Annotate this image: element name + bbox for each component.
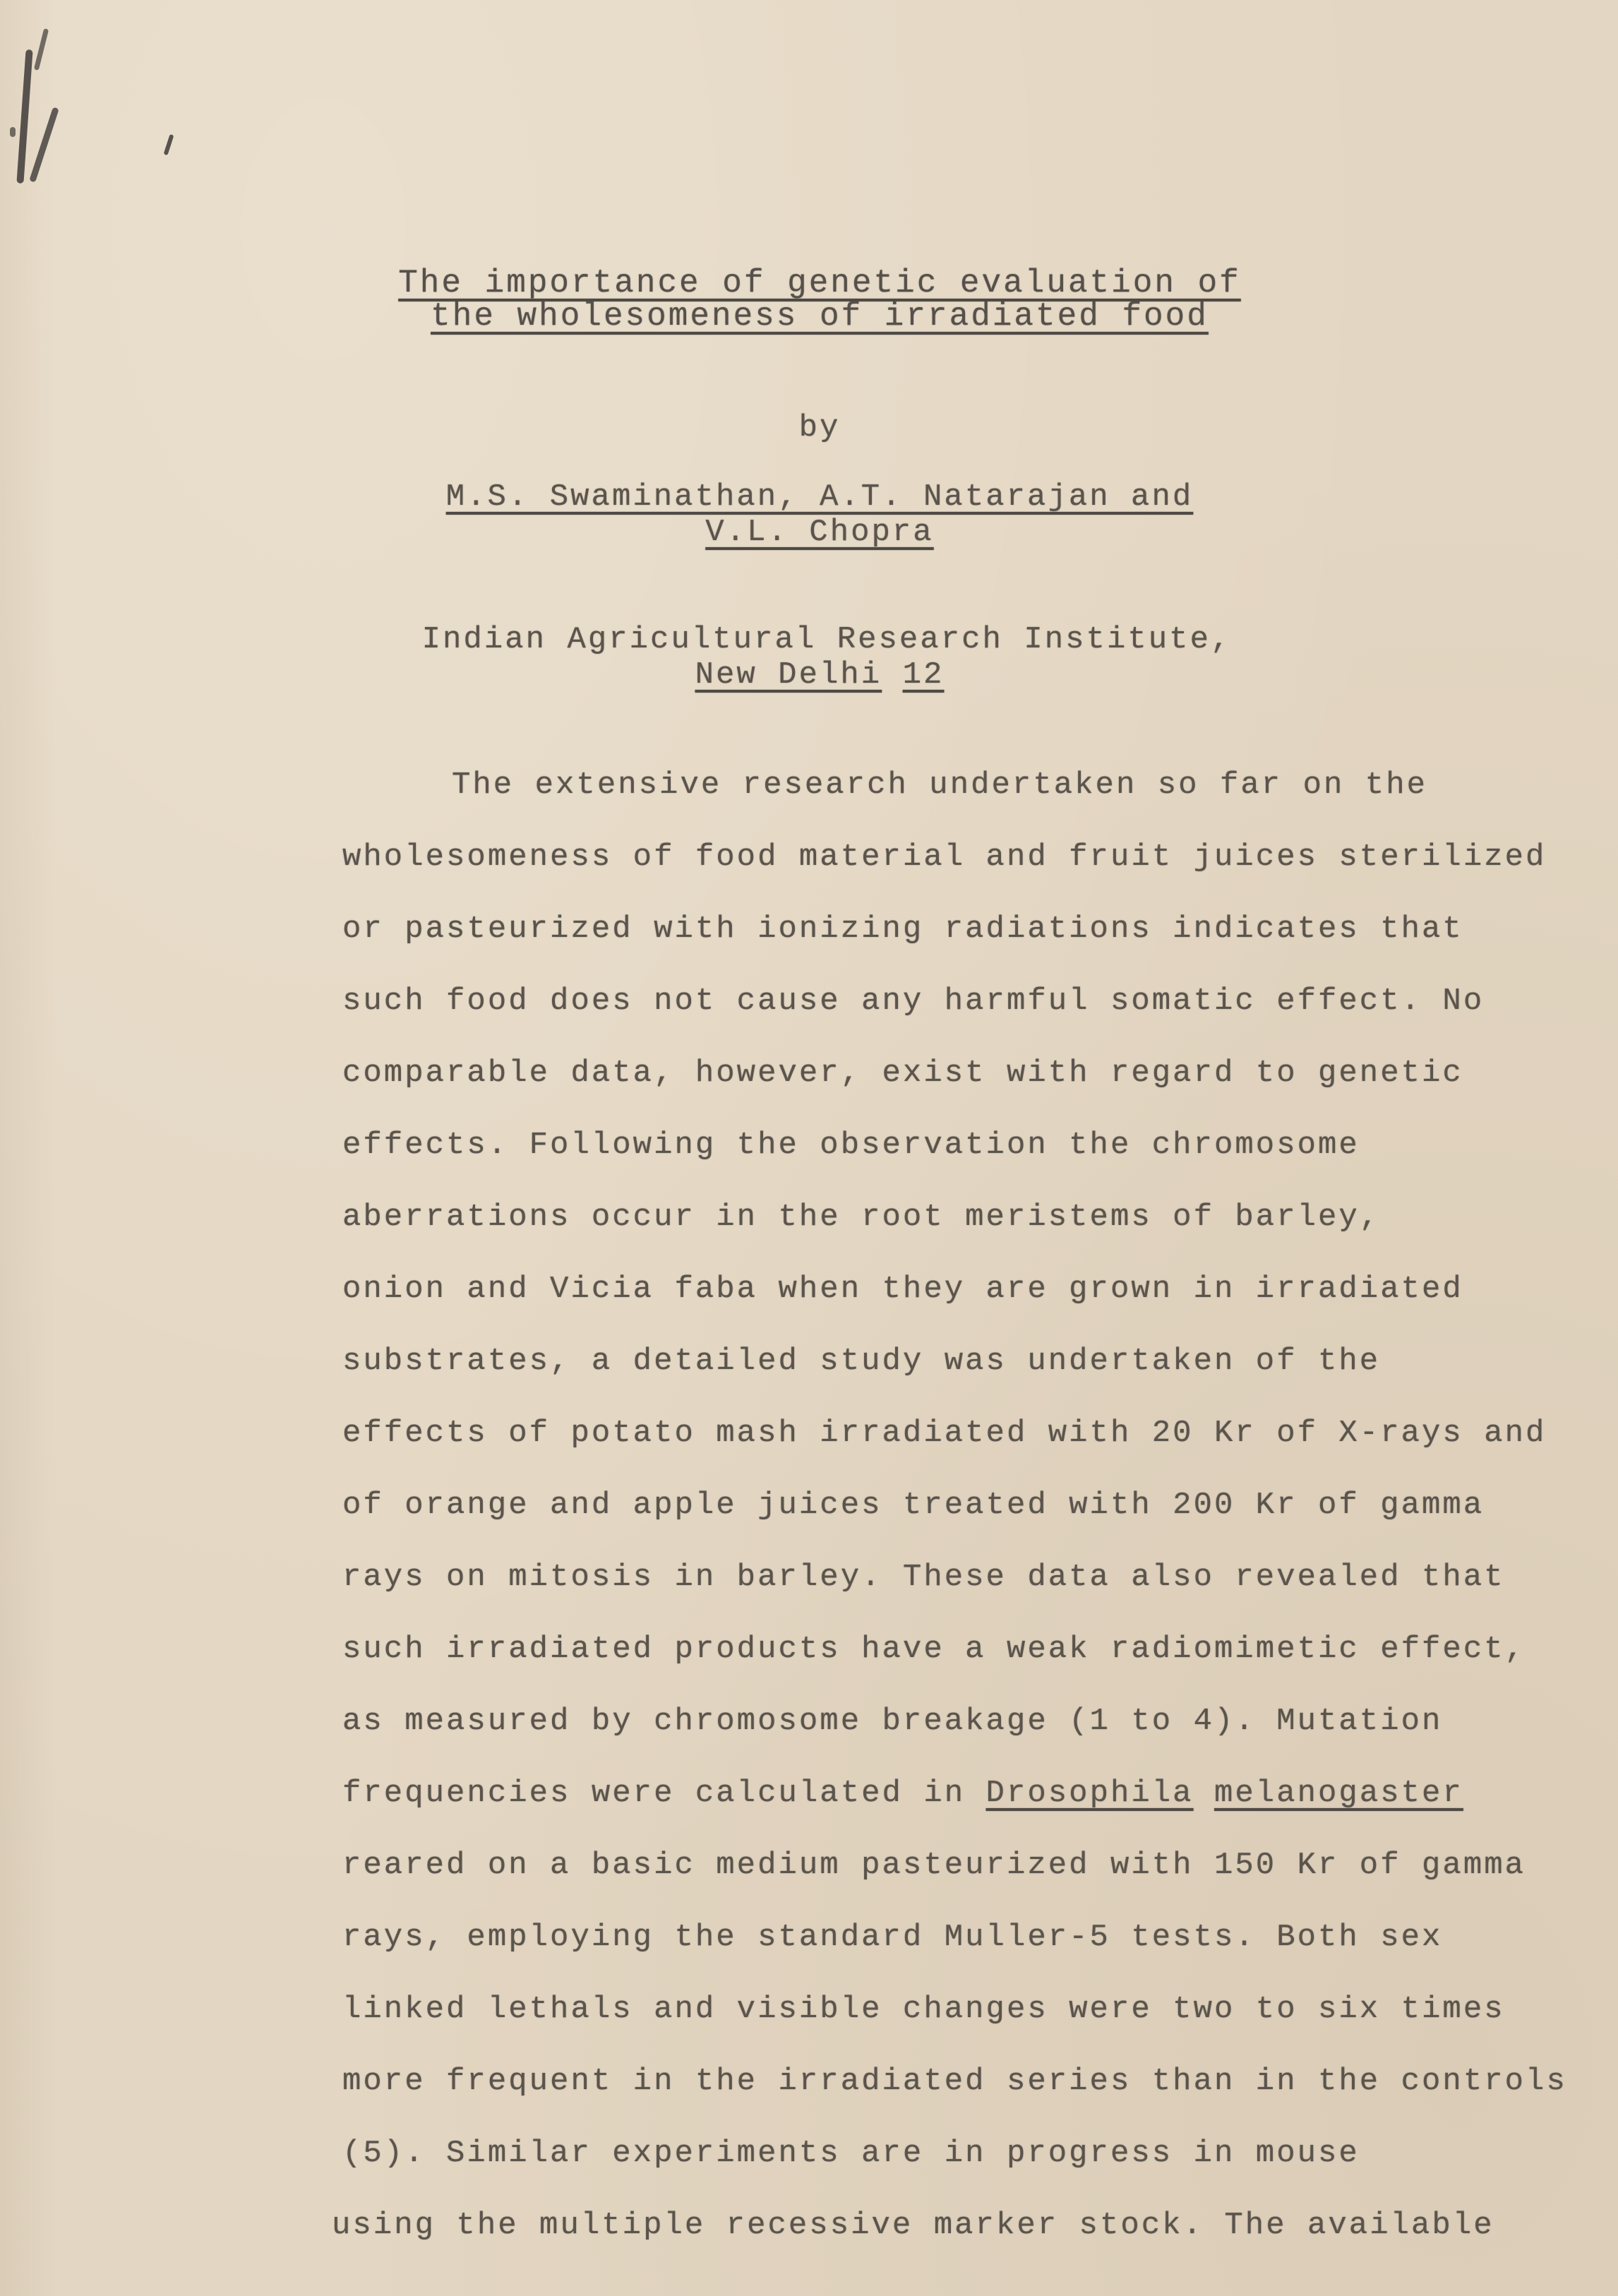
affiliation-code: 12 (902, 657, 945, 693)
title-line-2: the wholesomeness of irradiated food (431, 298, 1209, 335)
body-line: effects. Following the observation the chromosome (342, 1128, 1360, 1163)
body-line: such irradiated products have a weak radiomimetic effect, (342, 1632, 1526, 1667)
body-line: of orange and apple juices treated with 200 Kr of gamma (342, 1488, 1485, 1523)
author-line-1: M.S. Swaminathan, A.T. Natarajan and (445, 479, 1194, 515)
body-line: as measured by chromosome breakage (1 to 4). Mutation (342, 1704, 1443, 1739)
body-line: onion and Vicia faba when they are grown in irradiated (342, 1272, 1463, 1307)
body-line: comparable data, however, exist with regard to genetic (342, 1056, 1463, 1091)
body-line: aberrations occur in the root meristems of barley, (342, 1200, 1381, 1235)
body-line: rays on mitosis in barley. These data also revealed that (342, 1560, 1505, 1595)
body-line: reared on a basic medium pasteurized with 150 Kr of gamma (342, 1848, 1526, 1883)
species-genus: Drosophila (985, 1776, 1194, 1811)
body-line: using the multiple recessive marker stock. The available (332, 2208, 1494, 2243)
affiliation-city: New Delhi (695, 657, 882, 693)
body-line: The extensive research undertaken so far on the (452, 767, 1428, 803)
body-line-text: frequencies were calculated in (342, 1776, 966, 1811)
body-line: rays, employing the standard Muller-5 tests. Both sex (342, 1920, 1443, 1955)
affiliation-institute: Indian Agricultural Research Institute, (421, 622, 1232, 657)
body-line: linked lethals and visible changes were two to six times (342, 1992, 1505, 2027)
author-line-2: V.L. Chopra (705, 515, 934, 550)
body-line-species (342, 1778, 1463, 1809)
title-line-1: The importance of genetic evaluation of (398, 265, 1241, 301)
body-line: substrates, a detailed study was undertaken of the (342, 1344, 1381, 1379)
body-line: such food does not cause any harmful somatic effect. No (342, 983, 1485, 1019)
species-epithet: melanogaster (1214, 1776, 1463, 1811)
byline: by (798, 410, 841, 446)
body-line: (5). Similar experiments are in progress in mouse (342, 2136, 1360, 2171)
body-line: effects of potato mash irradiated with 20 Kr of X-rays and (342, 1416, 1547, 1451)
affiliation-city-line (0, 657, 1618, 693)
body-line: wholesomeness of food material and fruit juices sterilized (342, 839, 1547, 875)
body-line: or pasteurized with ionizing radiations indicates that (342, 911, 1463, 947)
body-line: more frequent in the irradiated series than in the controls (342, 2064, 1567, 2099)
